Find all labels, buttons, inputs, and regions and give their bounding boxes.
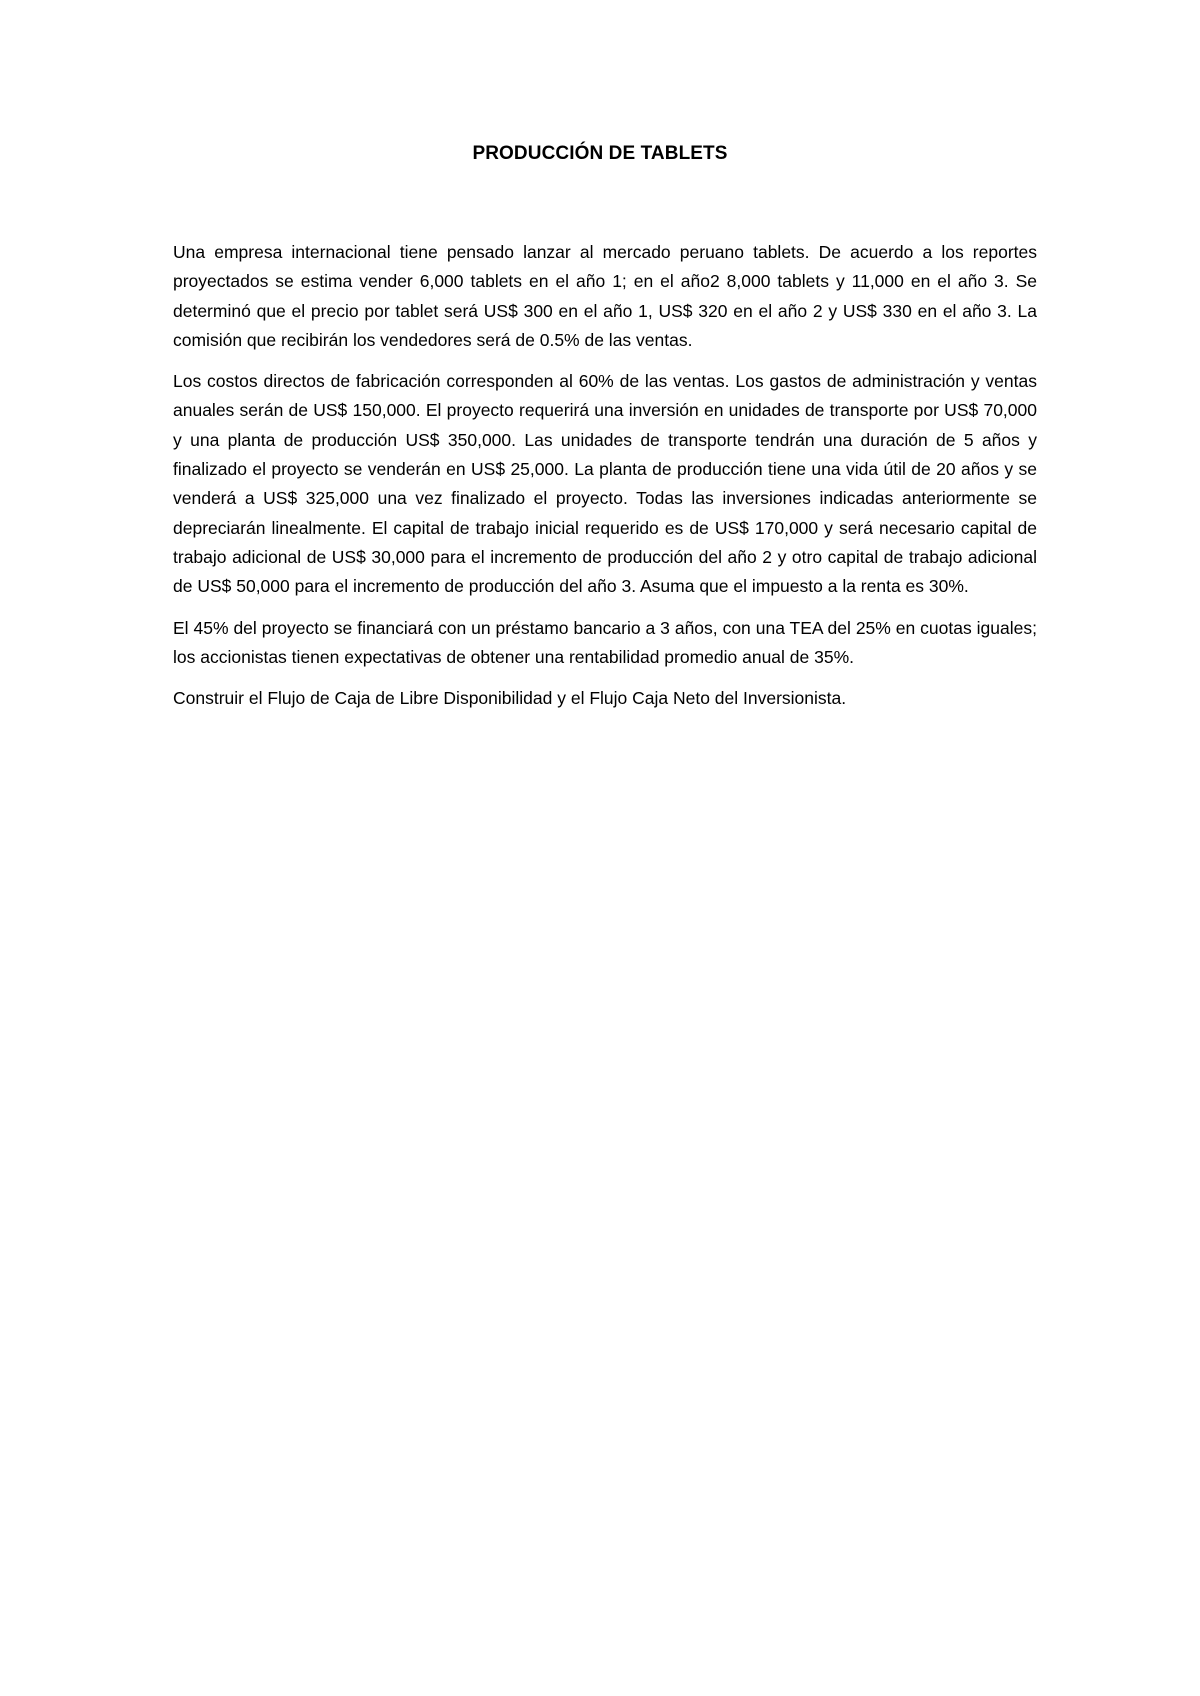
document-title: PRODUCCIÓN DE TABLETS xyxy=(472,143,728,164)
paragraph-instruction: Construir el Flujo de Caja de Libre Disponibilidad y el Flujo Caja Neto del Inversionista. xyxy=(173,688,847,709)
document-body xyxy=(173,238,1037,725)
paragraph-sales-projection: Una empresa internacional tiene pensado lanzar al mercado peruano tablets. De acuerdo a los reportes proyectados se estima vender 6,000 tablets en el año 1; en el año2 8,000 tablets y 11,000 en el año 3. Se determinó que el precio por tablet será US$ 300 en el año 1, US$ 320 en el año 2 y US$ 330 en el año 3. La comisión que recibirán los vendedores será de 0.5% de las ventas. xyxy=(173,242,1037,350)
paragraph-financing: El 45% del proyecto se financiará con un préstamo bancario a 3 años, con una TEA del 25% en cuotas iguales; los accionistas tienen expectativas de obtener una rentabilidad promedio anual de 35%. xyxy=(173,617,1037,667)
paragraph-costs-investments: Los costos directos de fabricación corresponden al 60% de las ventas. Los gastos de administración y ventas anuales serán de US$ 150,000. El proyecto requerirá una inversión en unidades de transporte por US$ 70,000 y una planta de producción US$ 350,000. Las unidades de transporte tendrán una duración de 5 años y finalizado el proyecto se venderán en US$ 25,000. La planta de producción tiene una vida útil de 20 años y se venderá a US$ 325,000 una vez finalizado el proyecto. Todas las inversiones indicadas anteriormente se depreciarán linealmente. El capital de trabajo inicial requerido es de US$ 170,000 y será necesario capital de trabajo adicional de US$ 30,000 para el incremento de producción del año 2 y otro capital de trabajo adicional de US$ 50,000 para el incremento de producción del año 3. Asuma que el impuesto a la renta es 30%. xyxy=(173,371,1037,597)
